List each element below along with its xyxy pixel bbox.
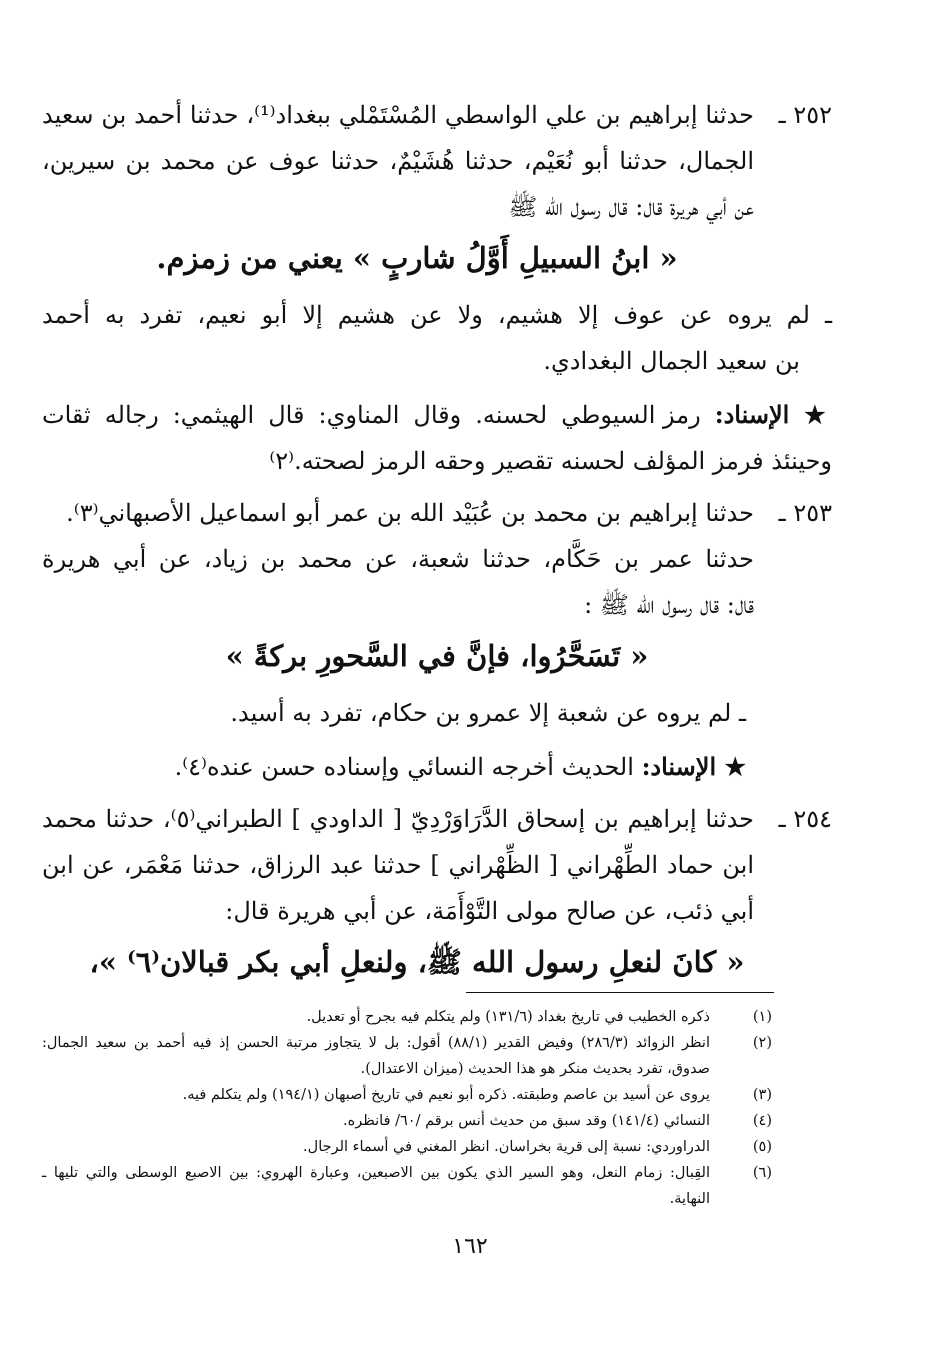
hadith-text: « تَسَحَّرُوا، فإنَّ في السَّحورِ بركةً » — [225, 639, 649, 673]
chain-line: عن أبي هريرة قال: قال رسول الله ﷺ — [508, 193, 754, 221]
footnote-3 — [42, 1082, 772, 1108]
footnote-number: (٥) — [752, 1139, 772, 1155]
chain-line: حدثنا إبراهيم بن إسحاق الدَّرَاوَرْدِيّ [ الداودي ] الطبراني⁽٥⁾، حدثنا محمد — [42, 805, 755, 833]
footnote-1 — [42, 1004, 772, 1030]
hadith-text: « كانَ لنعلِ رسول الله ﷺ، ولنعلِ أبي بكر قبالان⁽٦⁾ »، — [89, 945, 745, 979]
isnad-note — [42, 392, 832, 484]
entry-number: ٢٥٤ ـ — [778, 805, 832, 833]
footnote-number: (٢) — [752, 1035, 772, 1051]
isnad-label: ★ الإسناد: — [714, 400, 832, 429]
footnote-number: (١) — [752, 1009, 772, 1025]
footnote-text: الدراوردي: نسبة إلى قرية بخراسان. انظر المغني في أسماء الرجال. — [303, 1139, 710, 1155]
footnote-6 — [42, 1160, 772, 1212]
isnad-note — [42, 744, 832, 790]
footnotes — [42, 1004, 772, 1212]
chain-line: الجمال، حدثنا أبو نُعَيْم، حدثنا هُشَيْمٌ، حدثنا عوف عن محمد بن سيرين، — [42, 147, 754, 175]
chain-line: حدثنا إبراهيم بن محمد بن عُبَيْد الله بن عمر أبو اسماعيل الأصبهاني⁽٣⁾. — [66, 499, 754, 527]
remark — [42, 292, 832, 384]
footnote-number: (٤) — [752, 1113, 772, 1129]
entry-number: ٢٥٣ ـ — [778, 499, 832, 527]
remark — [42, 690, 832, 736]
chain-line: ابن حماد الطِّهْراني [ الظِّهْراني ] حدثنا عبد الرزاق، حدثنا مَعْمَر، عن ابن — [42, 851, 754, 879]
footnote-number: (٣) — [752, 1087, 772, 1103]
remark-line: بن سعيد الجمال البغدادي. — [543, 347, 800, 375]
footnote-text: ذكره الخطيب في تاريخ بغداد (١٣١/٦) ولم يتكلم فيه بجرح أو تعديل. — [306, 1009, 710, 1025]
remark-line: ـ لم يروه عن شعبة إلا عمرو بن حكام، تفرد به أسيد. — [230, 699, 746, 727]
footnote-5 — [42, 1134, 772, 1160]
hadith-entry-254 — [42, 796, 832, 934]
footnote-number: (٦) — [752, 1165, 772, 1181]
chain-line: قال: قال رسول الله ﷺ : — [584, 591, 754, 619]
isnad-line: وحينئذ فرمز المؤلف لحسنه تقصير وحقه الرمز لصحته.⁽٢⁾ — [269, 447, 832, 475]
isnad-text: رمز السيوطي لحسنه. وقال المناوي: قال الهيثمي: رجاله ثقات — [42, 401, 701, 429]
footnote-text: يروى عن أسيد بن عاصم وطبقته. ذكره أبو نعيم في تاريخ أصبهان (١٩٤/١) ولم يتكلم فيه. — [182, 1087, 710, 1103]
chain-line: حدثنا عمر بن حَكَّام، حدثنا شعبة، عن محمد بن زياد، عن أبي هريرة — [42, 545, 754, 573]
footnote-text: القِبال: زمام النعل، وهو السير الذي يكون بين الاصبعين، وعبارة الهروي: بين الاصبع الوسطى والتي تليها ـ — [42, 1165, 710, 1181]
isnad-line — [42, 744, 746, 790]
hadith-entry-252 — [42, 92, 832, 230]
remark-line: ـ لم يروه عن عوف إلا هشيم، ولا عن هشيم إلا أبو نعيم، تفرد به أحمد — [42, 301, 832, 329]
hadith-entry-253 — [42, 490, 832, 628]
isnad-text: الحديث أخرجه النسائي وإسناده حسن عنده⁽٤⁾. — [174, 753, 634, 781]
isnad-label: ★ الإسناد: — [641, 752, 746, 781]
isnad-line — [42, 392, 832, 438]
footnote-2 — [42, 1030, 772, 1082]
chain-line: أبي ذئب، عن صالح مولى التَّوْأَمَة، عن أبي هريرة قال: — [225, 897, 754, 925]
footnote-text: صدوق، تفرد بحديث منكر هو هذا الحديث (ميزان الاعتدال). — [360, 1061, 710, 1077]
chain-line: حدثنا إبراهيم بن علي الواسطي المُسْتَمْلي ببغداد⁽¹⁾، حدثنا أحمد بن سعيد — [42, 101, 754, 129]
footnote-text: النسائي (١٤١/٤) وقد سبق من حديث أنس برقم /٦٠/ فانظره. — [343, 1113, 710, 1129]
footnote-text: انظر الزوائد (٢٨٦/٣) وفيض القدير (٨٨/١) أقول: بل لا يتجاوز مرتبة الحسن إذ فيه أحمد بن سعيد الجمال: — [42, 1035, 710, 1051]
entry-number: ٢٥٢ ـ — [778, 101, 832, 129]
hadith-text: « ابنُ السبيلِ أَوَّلُ شاربٍ » يعني من زمزم. — [156, 241, 678, 275]
main-text — [42, 92, 832, 990]
page-number: ١٦٢ — [452, 1234, 488, 1259]
footnote-4 — [42, 1108, 772, 1134]
footnote-text: النهاية. — [669, 1191, 710, 1207]
footnote-separator — [466, 992, 774, 993]
